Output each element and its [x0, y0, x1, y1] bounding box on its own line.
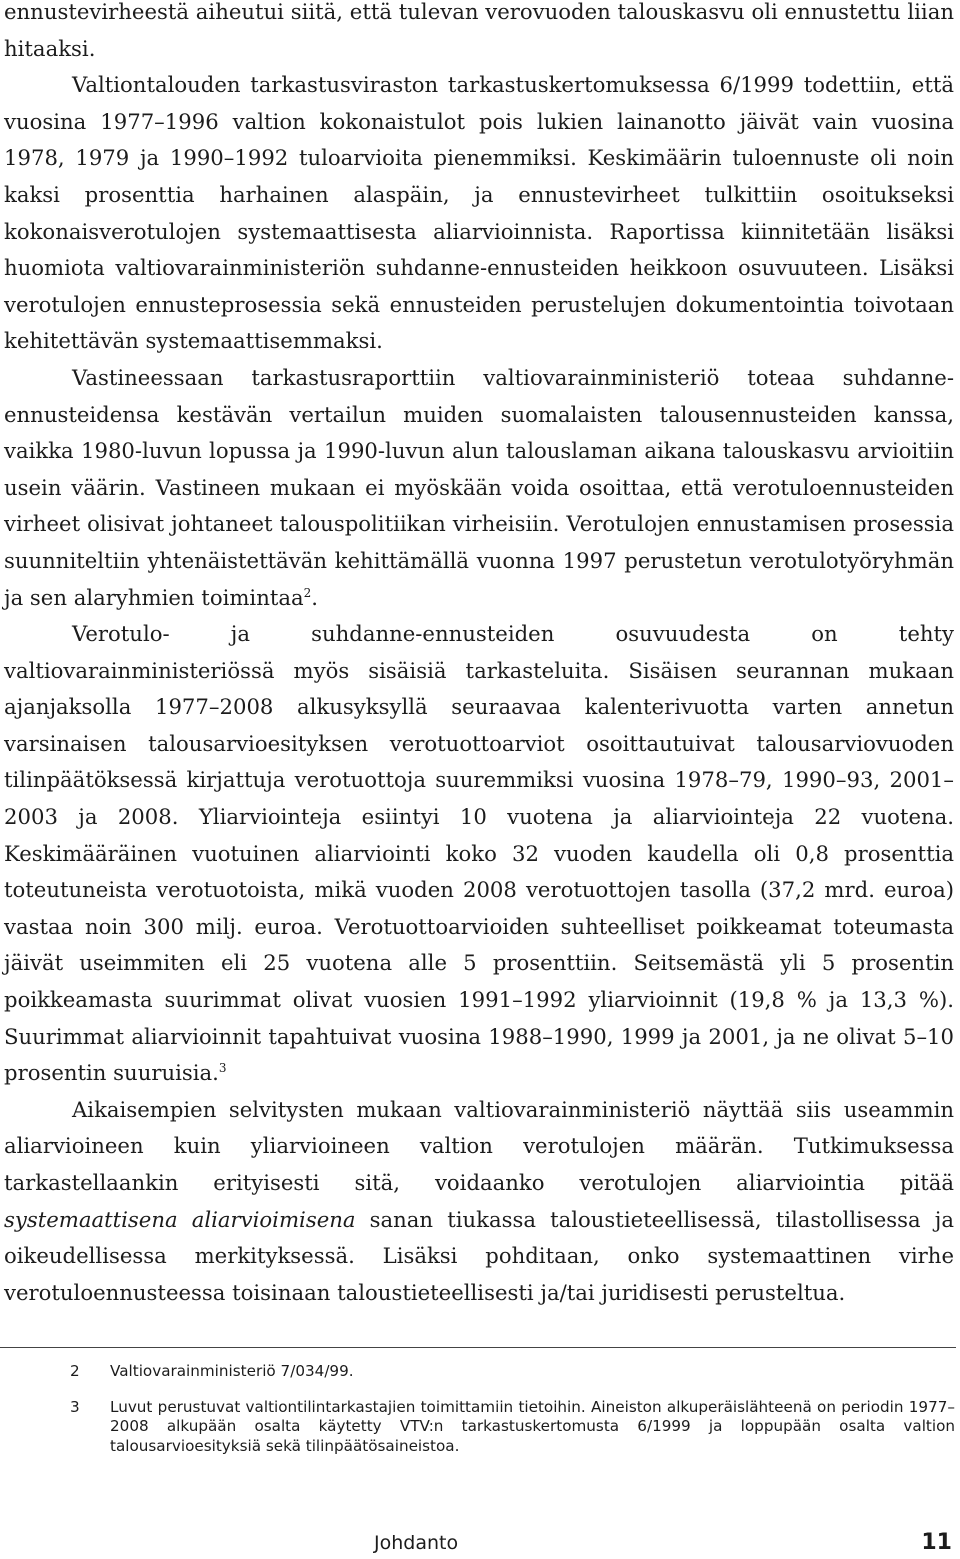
- footnote-text: Luvut perustuvat valtiontilintarkastajien toimittamiin tietoihin. Aineiston alkuperäislähteenä on periodin 1977–2008 alkupään osalta käytetty VTV:n tarkastuskertomusta 6/1999 ja loppupään osalta valtion talousarvioesityksiä sekä tilinpäätösaineistoa.: [110, 1397, 955, 1455]
- paragraph-5-text-b: sanan tiukassa taloustieteellisessä, tilastollisessa ja oikeudellisessa merkityksessä. Lisäksi pohditaan, onko systemaattinen virhe verotuloennusteessa toisinaan taloustieteellisesti ja/tai juridisesti perusteltua.: [4, 1206, 954, 1305]
- footnote-ref-3[interactable]: 3: [218, 1061, 227, 1076]
- paragraph-5-emphasis: systemaattisena aliarvioimisena: [4, 1206, 356, 1232]
- body-text: [4, 0, 954, 1311]
- paragraph-3-text: Vastineessaan tarkastusraporttiin valtiovarainministeriö toteaa suhdanne-ennusteidensa kestävän vertailun muiden suomalaisten talousennusteiden kanssa, vaikka 1980-luvun lopussa ja 1990-luvun alun talouslaman aikana talouskasvu arvioitiin usein väärin. Vastineen mukaan ei myöskään voida osoittaa, että verotuloennusteiden virheet olisivat johtaneet talouspolitiikan virheisiin. Verotulojen ennustamisen prosessia suunniteltiin yhtenäistettävän kehittämällä vuonna 1997 perustetun verotulotyöryhmän ja sen alaryhmien toimintaa: [4, 364, 954, 610]
- paragraph-4: [4, 616, 954, 1092]
- footnote-text: Valtiovarainministeriö 7/034/99.: [110, 1362, 354, 1380]
- footnote-divider: [0, 1347, 956, 1348]
- footnote-ref-2[interactable]: 2: [303, 585, 312, 600]
- footnote-number: 2: [70, 1362, 80, 1380]
- footnote-3: [70, 1398, 955, 1457]
- footnote-number: 3: [70, 1397, 80, 1416]
- footnote-2: [70, 1362, 955, 1382]
- paragraph-3: Vastineessaan tarkastusraporttiin valtiovarainministeriö toteaa suhdanne-ennusteidensa kestävän vertailun muiden suomalaisten talousennusteiden kanssa, vaikka 1980-luvun lopussa ja 1990-luvun alun talouslaman aikana talouskasvu arvioitiin usein väärin. Vastineen mukaan ei myöskään voida osoittaa, että verotuloennusteiden virheet olisivat johtaneet talouspolitiikan virheisiin. Verotulojen ennustamisen prosessia suunniteltiin yhtenäistettävän kehittämällä vuonna 1997 perustetun verotulotyöryhmän ja sen alaryhmien toimintaa$^2$.: [4, 364, 954, 610]
- running-footer-section: Johdanto: [374, 1532, 459, 1554]
- footnotes: [70, 1362, 955, 1472]
- page-number: 11: [921, 1530, 952, 1555]
- paragraph-1: ennustevirheestä aiheutui siitä, että tulevan verovuoden talouskasvu oli ennustettu liian hitaaksi.: [4, 0, 954, 61]
- paragraph-2: Valtiontalouden tarkastusviraston tarkastuskertomuksessa 6/1999 todettiin, että vuosina 1977–1996 valtion kokonaistulot pois lukien lainanotto jäivät vain vuosina 1978, 1979 ja 1990–1992 tuloarvioita pienemmiksi. Keskimäärin tuloennuste oli noin kaksi prosenttia harhainen alaspäin, ja ennustevirheet tulkittiin osoitukseksi kokonaisverotulojen systemaattisesta aliarvioinnista. Raportissa kiinnitetään lisäksi huomiota valtiovarainministeriön suhdanne-ennusteiden heikkoon osuvuuteen. Lisäksi verotulojen ennusteprosessia sekä ennusteiden perustelujen dokumentointia toivotaan kehitettävän systemaattisemmaksi.: [4, 72, 954, 354]
- paragraph-5: [4, 1092, 954, 1312]
- paragraph-5-text-a: Aikaisempien selvitysten mukaan valtiovarainministeriö näyttää siis useammin aliarvioineen kuin yliarvioineen valtion verotulojen määrän. Tutkimuksessa tarkastellaankin erityisesti sitä, voidaanko verotulojen aliarviointia pitää: [4, 1096, 954, 1195]
- paragraph-4-text: Verotulo- ja suhdanne-ennusteiden osuvuudesta on tehty valtiovarainministeriössä myös sisäisiä tarkasteluita. Sisäisen seurannan mukaan ajanjaksolla 1977–2008 alkusyksyllä seuraavaa kalenterivuotta varten annetun varsinaisen talousarvioesityksen verotuottoarviot osoittautuivat talousarviovuoden tilinpäätöksessä kirjattuja verotuottoja suuremmiksi vuosina 1978–79, 1990–93, 2001–2003 ja 2008. Yliarviointeja esiintyi 10 vuotena ja aliarviointeja 22 vuotena. Keskimääräinen vuotuinen aliarviointi koko 32 vuoden kaudella oli 0,8 prosenttia toteutuneista verotuotoista, mikä vuoden 2008 verotuottojen tasolla (37,2 mrd. euroa) vastaa noin 300 milj. euroa. Verotuottoarvioiden suhteelliset poikkeamat toteumasta jäivät useimmiten eli 25 vuotena alle 5 prosenttiin. Seitsemästä yli 5 prosentin poikkeamasta suurimmat olivat vuosien 1991–1992 yliarvioinnit (19,8 % ja 13,3 %). Suurimmat aliarvioinnit tapahtuivat vuosina 1988–1990, 1999 ja 2001, ja ne olivat 5–10 prosentin suuruisia.: [4, 621, 954, 1086]
